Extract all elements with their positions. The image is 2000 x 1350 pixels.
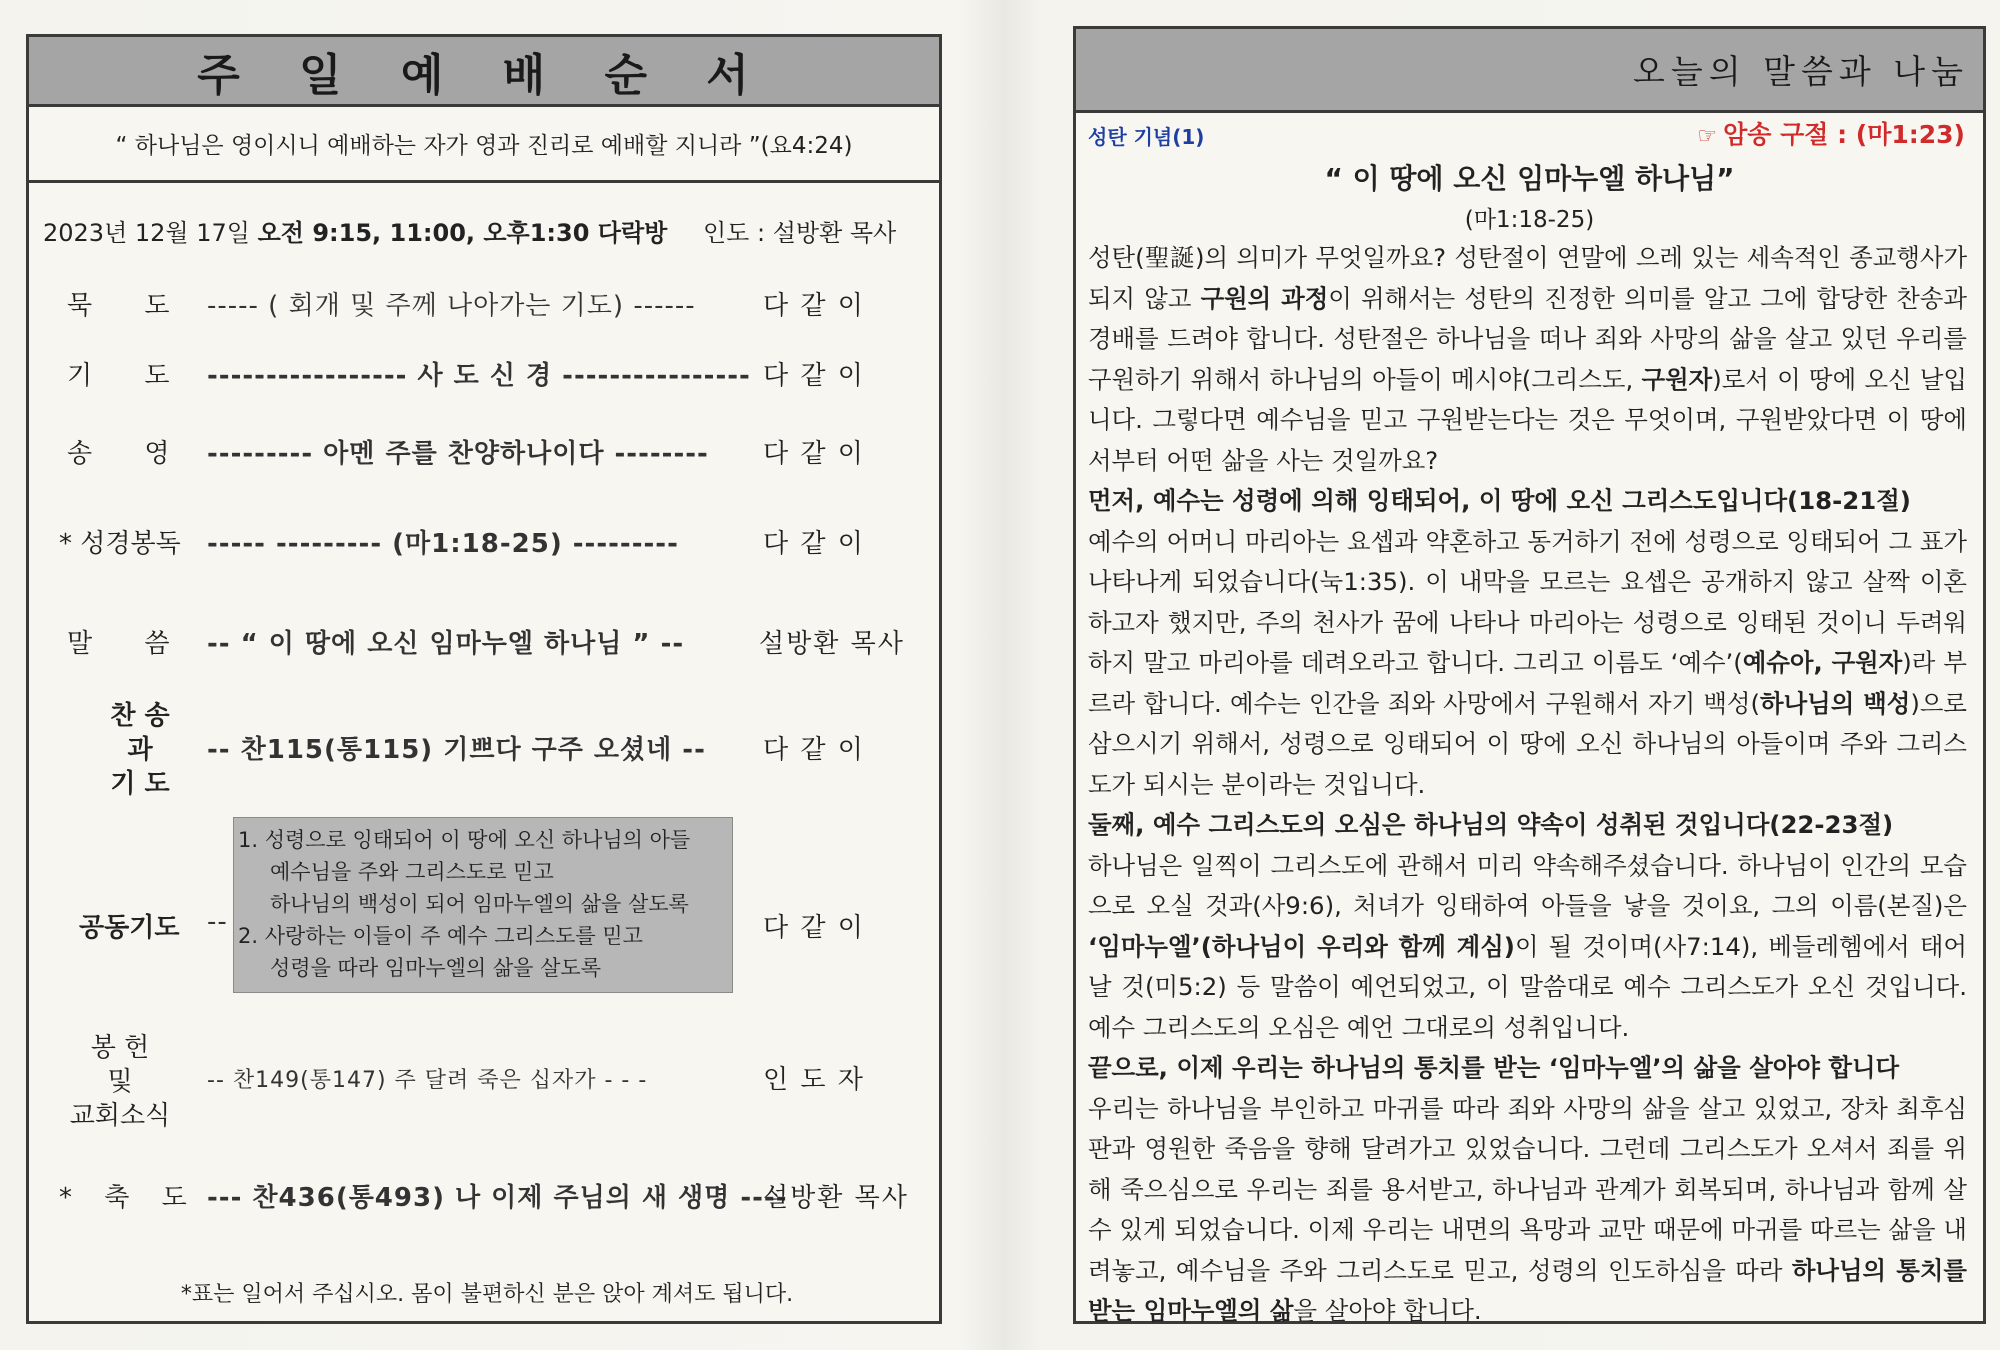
paragraph [1088, 1089, 1967, 1332]
pointing-hand-icon: ☞ [1697, 124, 1718, 149]
order-content: ----- ( 회개 및 주께 나아가는 기도) ------ [207, 291, 696, 321]
sermon-body [1088, 238, 1967, 1332]
order-content: ----------------- 사 도 신 경 ---------------- [207, 361, 751, 391]
order-performer: 다 같 이 [763, 361, 865, 391]
service-leader: 인도 : 설방환 목사 [702, 219, 897, 247]
order-label: 송 영 [67, 439, 192, 469]
order-label-line: 및 [107, 1067, 133, 1097]
series-tag: 성탄 기념(1) [1088, 125, 1205, 149]
order-label [65, 1031, 175, 1133]
order-content: --- 찬436(통493) 나 이제 주님의 새 생명 ---- [207, 1183, 788, 1213]
joint-prayer-box [233, 817, 733, 993]
text-run: 을 살아야 합니다. [1293, 1296, 1482, 1325]
sermon-reference: (마1:18-25) [1464, 207, 1595, 233]
order-performer: 다 같 이 [763, 735, 865, 765]
worship-order-title: 주 일 예 배 순 서 [197, 49, 771, 101]
text-run: 성탄(聖誕)의 의미가 무엇일까요? 성탄절이 연말에 으레 있는 세속적인 종교행사가 되지 않고 [1088, 243, 1967, 313]
prayer-line: 2. 사랑하는 이들이 주 예수 그리스도를 믿고 [238, 924, 643, 948]
text-run-bold: 예슈아, 구원자 [1742, 648, 1903, 677]
order-label-line: 교회소식 [69, 1101, 171, 1131]
order-label: 묵 도 [67, 291, 192, 321]
memory-verse [1697, 115, 1965, 151]
section-heading-3: 끝으로, 이제 우리는 하나님의 통치를 받는 ‘임마누엘’의 삶을 살아야 합니다 [1088, 1053, 1900, 1082]
order-content: ----- --------- (마1:18-25) --------- [207, 529, 679, 559]
order-label-line: 찬 송 [110, 701, 170, 731]
service-date: 2023년 12월 17일 [43, 219, 250, 247]
text-run: )로서 이 땅에 오신 날입니다. 그렇다면 예수님을 믿고 구원받는다는 것은 무엇이며, 구원받았다면 이 땅에서부터 어떤 삶을 사는 것일까요? [1088, 364, 1967, 475]
paragraph [1088, 238, 1967, 481]
order-label-line: 봉 헌 [90, 1033, 150, 1063]
order-performer: 다 같 이 [763, 529, 865, 559]
paragraph [1088, 522, 1967, 806]
order-label: 기 도 [67, 361, 192, 391]
paragraph [1088, 846, 1967, 1049]
order-performer: 설방환 목사 [763, 1183, 909, 1213]
order-label [95, 699, 185, 801]
order-content: -- 찬149(통147) 주 달려 죽은 십자가 - - - [207, 1068, 648, 1093]
prayer-line: 예수님을 주와 그리스도로 믿고 [270, 860, 554, 884]
order-performer: 인 도 자 [763, 1065, 865, 1095]
text-run-bold: 구원의 과정 [1200, 283, 1329, 313]
order-label-line: 과 [127, 735, 153, 765]
order-performer: 다 같 이 [763, 439, 865, 469]
order-content: -- 찬115(통115) 기쁘다 구주 오셨네 -- [207, 735, 706, 765]
sermon-header [1076, 113, 1983, 153]
memory-verse-text: 암송 구절 : (마1:23) [1723, 120, 1965, 149]
worship-order-panel [26, 34, 942, 1324]
sermon-banner-title: 오늘의 말씀과 나눔 [1632, 52, 1969, 91]
order-content: --------- 아멘 주를 찬양하나이다 -------- [207, 439, 709, 469]
scripture-quote: “ 하나님은 영이시니 예배하는 자가 영과 진리로 예배할 지니라 ”(요4:24) [29, 107, 939, 183]
text-run: 우리는 하나님을 부인하고 마귀를 따라 죄와 사망의 삶을 살고 있었고, 장차 최후심판과 영원한 죽음을 향해 달려가고 있었습니다. 그런데 그리스도가 오셔서 죄를 위해 죽으심으로 우리는 죄를 용서받고, 하나님과 관계가 회복되며, 하나님과 함께 살 수 있게 되었습니다. 이제 우리는 내면의 욕망과 교만 때문에 마귀를 따르는 삶을 내려놓고, 예수님을 주와 그리스도로 믿고, 성령의 인도하심을 따라 [1088, 1093, 1967, 1285]
order-label: 공동기도 [79, 913, 180, 943]
text-run: 이 위해서는 성탄의 진정한 의미를 알고 그에 합당한 찬송과 경배를 드려야 합니다. 성탄절은 하나님을 떠나 죄와 사망의 삶을 살고 있던 우리를 구원하기 위해서 하나님의 아들이 메시야(그리스도, [1088, 283, 1967, 394]
prayer-line: 1. 성령으로 잉태되어 이 땅에 오신 하나님의 아들 [238, 828, 691, 852]
order-label: * 성경봉독 [59, 529, 181, 559]
order-content: -- [207, 907, 228, 937]
text-run-bold: 하나님의 백성 [1760, 688, 1911, 718]
order-performer: 다 같 이 [763, 291, 865, 321]
standing-footnote: *표는 일어서 주십시오. 몸이 불편하신 분은 앉아 계셔도 됩니다. [180, 1282, 794, 1307]
text-run: 예수의 어머니 마리아는 요셉과 약혼하고 동거하기 전에 성령으로 잉태되어 그 표가 나타나게 되었습니다(눅1:35). 이 내막을 모르는 요셉은 공개하지 않고 살짝 이혼하고자 했지만, 주의 천사가 꿈에 나타나 마리아는 성령으로 잉태된 것이니 두려워하지 말고 마리아를 데려오라고 합니다. 그리고 이름도 ‘예수’( [1088, 526, 1967, 677]
text-run-bold: ‘임마누엘’(하나님이 우리와 함께 계심) [1088, 931, 1515, 961]
worship-order-banner [29, 37, 939, 107]
service-date-line [43, 213, 896, 248]
order-label: * 축 도 [59, 1183, 199, 1213]
text-run: 이 될 것이며(사7:14), 베들레헴에서 태어날 것(미5:2) 등 말씀이 예언되었고, 이 말씀대로 예수 그리스도가 오신 것입니다. 예수 그리스도의 오심은 예언 그대로의 성취입니다. [1088, 931, 1967, 1042]
text-run-bold: 구원자 [1641, 364, 1713, 394]
order-label-line: 기 도 [110, 769, 170, 799]
order-performer: 다 같 이 [763, 913, 865, 943]
section-heading-2: 둘째, 예수 그리스도의 오심은 하나님의 약속이 성취된 것입니다(22-23절) [1088, 810, 1894, 839]
section-heading-1: 먼저, 예수는 성령에 의해 잉태되어, 이 땅에 오신 그리스도입니다(18-21절) [1088, 486, 1911, 515]
text-run: 하나님은 일찍이 그리스도에 관해서 미리 약속해주셨습니다. 하나님이 인간의 모습으로 오실 것과(사9:6), 처녀가 잉태하여 아들을 낳을 것이요, 그의 이름(본질)은 [1088, 850, 1967, 920]
text-run: )으로 삼으시기 위해서, 성령으로 잉태되어 이 땅에 오신 하나님의 아들이며 주와 그리스도가 되시는 분이라는 것입니다. [1088, 688, 1967, 799]
order-performer: 설방환 목사 [759, 629, 905, 659]
prayer-line: 성령을 따라 임마누엘의 삶을 살도록 [270, 956, 601, 980]
text-run-bold: 하나님의 통치를 받는 임마누엘의 삶 [1088, 1255, 1967, 1325]
sermon-panel [1073, 26, 1986, 1324]
prayer-line: 하나님의 백성이 되어 임마누엘의 삶을 살도록 [270, 892, 689, 916]
sermon-banner [1076, 29, 1983, 113]
order-label: 말 씀 [67, 629, 192, 659]
text-run: )라 부르라 합니다. 예수는 인간을 죄와 사망에서 구원해서 자기 백성( [1088, 648, 1967, 718]
sermon-title: “ 이 땅에 오신 임마누엘 하나님” [1324, 162, 1735, 195]
order-content: -- “ 이 땅에 오신 임마누엘 하나님 ” -- [207, 629, 685, 659]
service-times: 오전 9:15, 11:00, 오후1:30 다락방 [257, 219, 668, 247]
